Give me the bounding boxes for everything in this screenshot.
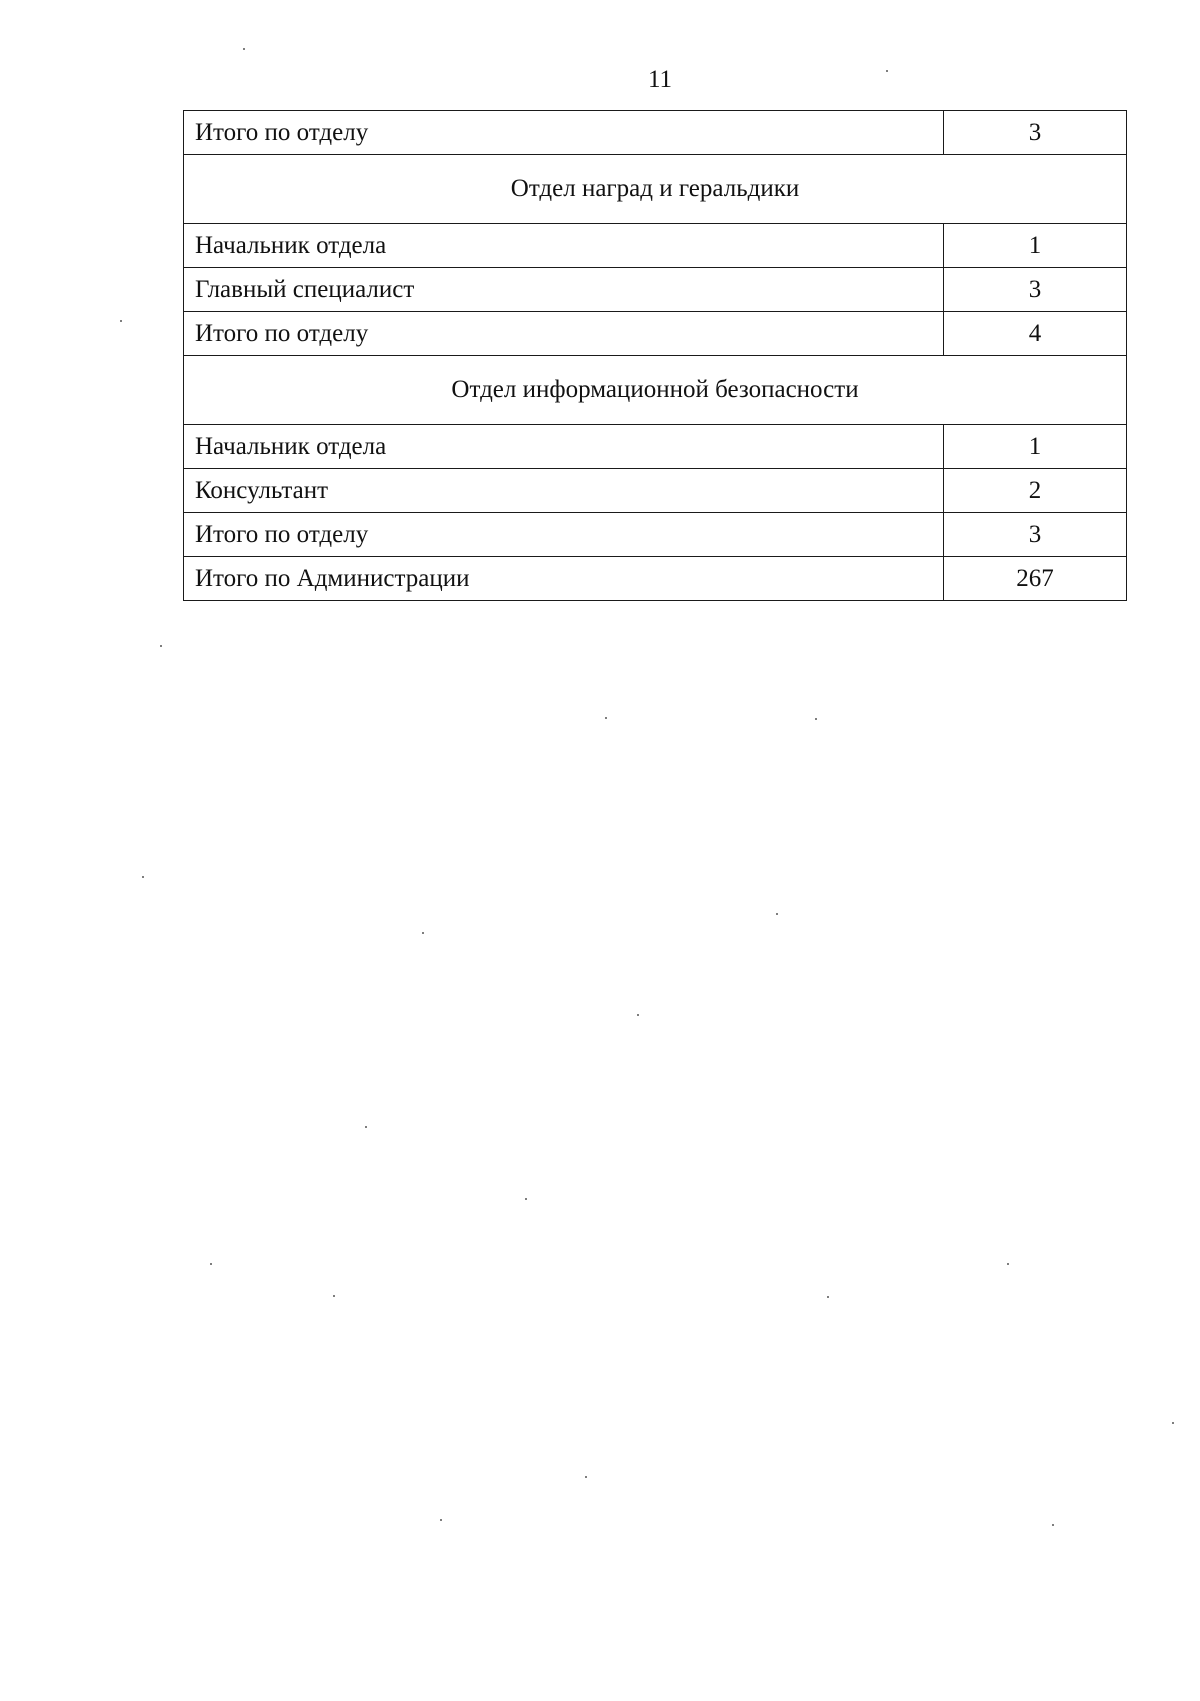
position-name: Начальник отдела bbox=[184, 224, 944, 268]
scan-speck bbox=[886, 70, 888, 72]
scan-speck bbox=[525, 1198, 527, 1200]
position-count: 3 bbox=[944, 111, 1127, 155]
scan-speck bbox=[120, 320, 122, 322]
scan-speck bbox=[210, 1263, 212, 1265]
staffing-table bbox=[183, 110, 1127, 601]
table-row-grand-total bbox=[184, 557, 1127, 601]
scan-speck bbox=[776, 913, 778, 915]
scan-speck bbox=[422, 932, 424, 934]
position-count: 1 bbox=[944, 224, 1127, 268]
scan-speck bbox=[827, 1296, 829, 1298]
position-name: Итого по отделу bbox=[184, 513, 944, 557]
position-count: 267 bbox=[944, 557, 1127, 601]
scan-speck bbox=[160, 645, 162, 647]
scan-speck bbox=[243, 48, 245, 50]
table-row bbox=[184, 312, 1127, 356]
position-name: Консультант bbox=[184, 469, 944, 513]
table-row bbox=[184, 224, 1127, 268]
section-header-row bbox=[184, 356, 1127, 425]
scan-speck bbox=[605, 717, 607, 719]
table-row bbox=[184, 513, 1127, 557]
scan-speck bbox=[1052, 1524, 1054, 1526]
position-count: 2 bbox=[944, 469, 1127, 513]
scan-speck bbox=[637, 1014, 639, 1016]
scan-speck bbox=[142, 876, 144, 878]
position-count: 3 bbox=[944, 513, 1127, 557]
scan-speck bbox=[585, 1476, 587, 1478]
position-name: Начальник отдела bbox=[184, 425, 944, 469]
scan-speck bbox=[365, 1126, 367, 1128]
position-name: Итого по Администрации bbox=[184, 557, 944, 601]
position-name: Итого по отделу bbox=[184, 312, 944, 356]
position-name: Главный специалист bbox=[184, 268, 944, 312]
scan-speck bbox=[815, 718, 817, 720]
table-row bbox=[184, 425, 1127, 469]
scan-speck bbox=[1172, 1422, 1174, 1424]
section-header-row bbox=[184, 155, 1127, 224]
table-row bbox=[184, 469, 1127, 513]
section-title: Отдел наград и геральдики bbox=[184, 155, 1127, 224]
table-row bbox=[184, 111, 1127, 155]
table-row bbox=[184, 268, 1127, 312]
position-count: 1 bbox=[944, 425, 1127, 469]
position-name: Итого по отделу bbox=[184, 111, 944, 155]
scan-speck bbox=[1007, 1263, 1009, 1265]
section-title: Отдел информационной безопасности bbox=[184, 356, 1127, 425]
position-count: 4 bbox=[944, 312, 1127, 356]
scan-speck bbox=[333, 1295, 335, 1297]
scan-speck bbox=[440, 1519, 442, 1521]
page-number: 11 bbox=[647, 66, 673, 93]
position-count: 3 bbox=[944, 268, 1127, 312]
